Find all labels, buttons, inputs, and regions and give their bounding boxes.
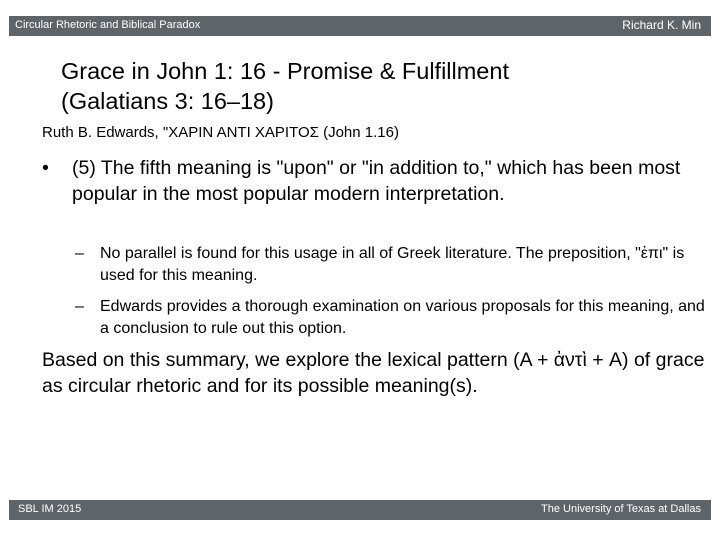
footer-bar — [9, 500, 711, 520]
sub-bullet-marker: – — [75, 245, 84, 262]
sub-bullet-marker: – — [75, 298, 84, 315]
sub-bullet-text: Edwards provides a thorough examination on various proposals for this meaning, and a conclusion to rule out this option. — [100, 298, 705, 337]
bullet-text: (5) The fifth meaning is "upon" or "in addition to," which has been most popular in the most popular modern interpretation. — [72, 157, 681, 205]
slide-subtitle: Ruth B. Edwards, "ΧΑΡΙΝ ΑΝΤΙ ΧΑΡΙΤΟΣ (John 1.16) — [42, 124, 399, 141]
header-bar — [9, 16, 711, 36]
slide-title-line2: (Galatians 3: 16–18) — [61, 88, 274, 114]
footer-right-text: The University of Texas at Dallas — [541, 503, 701, 515]
sub-bullet-item — [75, 243, 715, 287]
bullet-marker: • — [42, 157, 49, 179]
sub-bullet-text: No parallel is found for this usage in all of Greek literature. The preposition, "ἐπι" is used for this meaning. — [100, 245, 685, 284]
summary-paragraph: Based on this summary, we explore the lexical pattern (A + ἀντὶ + A) of grace as circular rhetoric and for its possible meaning(s). — [42, 349, 705, 397]
slide-title — [61, 56, 661, 116]
sub-bullet-item — [75, 296, 715, 340]
bullet-item — [42, 155, 712, 207]
header-left-text: Circular Rhetoric and Biblical Paradox — [15, 19, 201, 31]
slide-title-line1: Grace in John 1: 16 - Promise & Fulfillment — [61, 58, 509, 84]
header-author: Richard K. Min — [622, 18, 701, 32]
footer-left-text: SBL IM 2015 — [18, 503, 82, 515]
